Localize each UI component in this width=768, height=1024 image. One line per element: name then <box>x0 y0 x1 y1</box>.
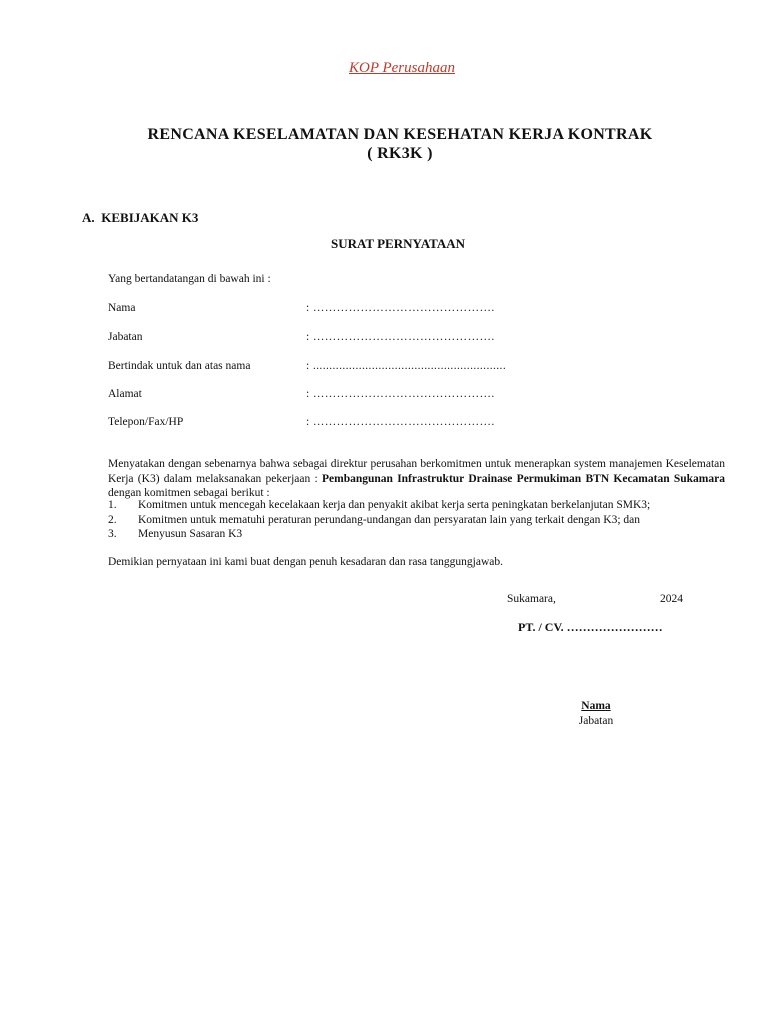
signature-year: 2024 <box>660 593 683 605</box>
section-heading <box>82 210 198 226</box>
field-label-telepon: Telepon/Fax/HP <box>108 416 184 428</box>
list-item <box>108 498 650 513</box>
list-item-number: 3. <box>108 528 117 540</box>
closing-statement: Demikian pernyataan ini kami buat dengan penuh kesadaran dan rasa tanggungjawab. <box>108 556 504 568</box>
field-value-telepon: : ………………………………………. <box>306 416 495 428</box>
list-item-number: 1. <box>108 499 117 511</box>
field-label-jabatan: Jabatan <box>108 331 143 343</box>
list-item-text: Menyusun Sasaran K3 <box>138 528 243 540</box>
list-item <box>108 527 650 542</box>
list-item-text: Komitmen untuk mencegah kecelakaan kerja dan penyakit akibat kerja serta peningkatan berkelanjutan SMK3; <box>138 499 651 511</box>
field-value-nama: : ………………………………………. <box>306 302 495 314</box>
field-label-bertindak: Bertindak untuk dan atas nama <box>108 360 251 372</box>
list-item-number: 2. <box>108 513 117 526</box>
field-value-alamat: : ………………………………………. <box>306 388 495 400</box>
project-name: Pembangunan Infrastruktur Drainase Permukiman BTN Kecamatan Sukamara <box>321 472 725 485</box>
statement-paragraph <box>108 457 725 501</box>
field-value-jabatan: : ………………………………………. <box>306 331 495 343</box>
field-value-bertindak: : ........................................................... <box>306 360 507 372</box>
list-item <box>108 513 650 528</box>
section-letter: A. <box>82 210 95 225</box>
signatory-name: Nama <box>581 700 611 712</box>
document-title-line1: RENCANA KESELAMATAN DAN KESEHATAN KERJA KONTRAK <box>147 126 653 143</box>
section-title: KEBIJAKAN K3 <box>101 210 199 225</box>
document-title <box>0 125 768 163</box>
statement-text-after: dengan komitmen sebagai berikut : <box>108 487 270 499</box>
letter-title: SURAT PERNYATAAN <box>331 236 465 251</box>
field-label-alamat: Alamat <box>108 388 142 400</box>
signatory-position: Jabatan <box>578 715 614 727</box>
kop-perusahaan: KOP Perusahaan <box>349 60 455 76</box>
list-item-text: Komitmen untuk mematuhi peraturan perundang-undangan dan persyaratan lain yang terkait dengan K3; dan <box>138 513 641 526</box>
field-label-nama: Nama <box>108 302 136 314</box>
commitment-list <box>108 498 650 542</box>
statement-text-before: Menyatakan dengan sebenarnya bahwa sebagai direktur perusahan berkomitmen untuk menerapkan system manajemen Keselematan Kerja (K3) dalam melaksanakan pekerjaan : <box>108 458 725 485</box>
signature-place: Sukamara, <box>507 593 556 605</box>
signature-company: PT. / CV. …………………… <box>518 620 663 634</box>
document-title-line2: ( RK3K ) <box>367 145 433 162</box>
intro-text: Yang bertandatangan di bawah ini : <box>108 273 271 285</box>
